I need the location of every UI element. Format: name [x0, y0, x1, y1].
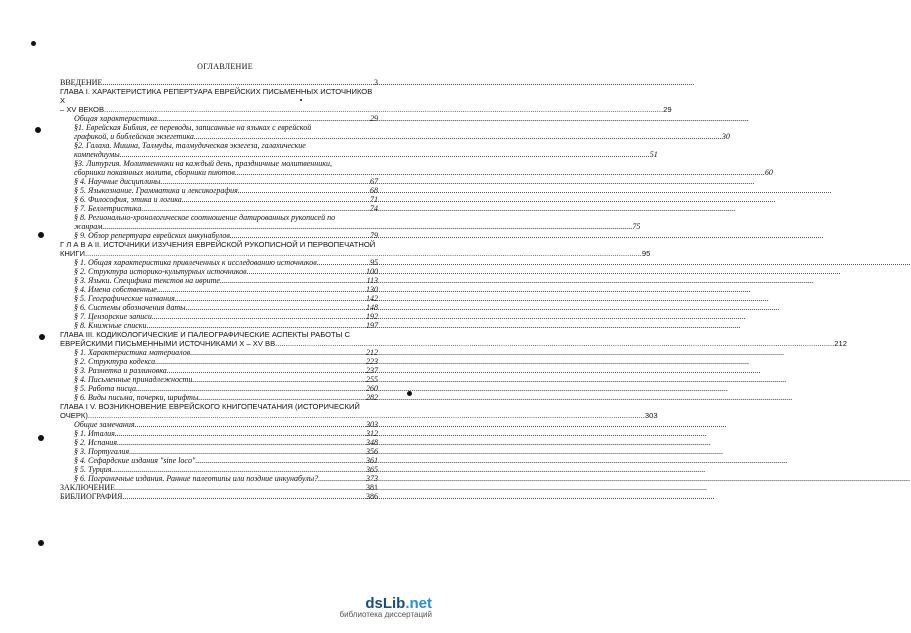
toc-leader: [113, 465, 365, 474]
toc-entry-title: § 6. Философия, этика и логика.: [74, 195, 184, 204]
toc-entry[interactable]: [60, 429, 378, 438]
toc-page-number: 386: [366, 492, 378, 501]
toc-chapter-heading: ГЛАВА I. ХАРАКТЕРИСТИКА РЕПЕРТУАРА ЕВРЕЙСКИХ ПИСЬМЕННЫХ ИСТОЧНИКОВ X: [60, 87, 373, 105]
toc-entry[interactable]: [60, 492, 378, 501]
toc-entry[interactable]: [60, 186, 378, 195]
toc-entry-title: § 6. Системы обозначения даты.: [74, 303, 188, 312]
toc-page-number: 373: [366, 474, 378, 483]
toc-entry[interactable]: [60, 312, 378, 321]
toc-entry[interactable]: [60, 276, 378, 285]
toc-leader: [143, 204, 369, 213]
toc-entry[interactable]: [60, 393, 378, 402]
toc-page-number: 148: [366, 303, 378, 312]
toc-page-number: 237: [366, 366, 378, 375]
toc-page-number: 100: [366, 267, 378, 276]
toc-page-number: 212: [366, 348, 378, 357]
toc-entry[interactable]: [60, 114, 378, 123]
toc-entry-title: компендиумы.: [74, 150, 122, 159]
toc-leader: [115, 429, 365, 438]
toc-page-number: 142: [366, 294, 378, 303]
toc-page-number: 260: [366, 384, 378, 393]
toc-leader: [194, 132, 722, 141]
toc-entry[interactable]: [60, 483, 378, 492]
toc-page-number: 212: [834, 339, 847, 348]
toc-leader: [162, 177, 369, 186]
toc-entry-title: § 1. Общая характеристика привлеченных к исследованию источников.: [74, 258, 319, 267]
toc-entry-title: § 5. Работа писца: [74, 384, 137, 393]
toc-leader: [135, 420, 365, 429]
toc-page-number: 356: [366, 447, 378, 456]
toc-entry[interactable]: [60, 249, 651, 258]
toc-entry-title: § 7. Беллетристика.: [74, 204, 144, 213]
toc-page-number: 79: [370, 231, 378, 240]
toc-entry[interactable]: [60, 321, 378, 330]
toc-entry-title: графикой, и библейская экзегетика: [74, 132, 194, 141]
toc-entry[interactable]: [60, 132, 730, 141]
toc-leader: [192, 348, 365, 357]
toc-leader: [85, 249, 642, 258]
toc-section-heading: §1. Еврейская Библия, ее переводы, записанные на языках с еврейской: [74, 123, 312, 132]
toc-leader: [318, 474, 365, 483]
toc-leader: [106, 105, 663, 114]
toc-page-number: 113: [366, 276, 378, 285]
toc-entry-title: § 1. Характеристика материалов.: [74, 348, 193, 357]
toc-entry-title: § 4. Имена собственные.: [74, 285, 159, 294]
toc-entry-title: § 2. Испания.: [74, 438, 120, 447]
watermark: [340, 595, 432, 619]
toc-leader: [249, 267, 365, 276]
toc-page-number: 282: [366, 393, 378, 402]
toc-entry[interactable]: [60, 438, 378, 447]
toc-entry[interactable]: [60, 420, 378, 429]
toc-leader: [122, 150, 650, 159]
toc-page-number: 67: [370, 177, 378, 186]
toc-entry-title: § 4. Научные дисциплины.: [74, 177, 163, 186]
toc-entry[interactable]: [60, 348, 378, 357]
watermark-subtitle: библиотека диссертаций: [339, 610, 432, 619]
toc-entry[interactable]: [60, 78, 378, 87]
toc-entry-title: § 6. Виды письма, почерки, шрифты.: [74, 393, 201, 402]
toc-chapter-heading: ГЛАВА III. КОДИКОЛОГИЧЕСКИЕ И ПАЛЕОГРАФИЧЕСКИЕ АСПЕКТЫ РАБОТЫ С: [60, 330, 351, 339]
toc-page-number: 29: [370, 114, 378, 123]
toc-leader: [157, 357, 365, 366]
toc-leader: [119, 438, 365, 447]
toc-page-number: 381: [366, 483, 378, 492]
watermark-logo[interactable]: dsLib.net: [365, 595, 432, 612]
toc-leader: [115, 483, 365, 492]
toc-leader: [240, 186, 369, 195]
toc-page-number: 95: [370, 258, 378, 267]
scan-mark: [38, 540, 44, 546]
scan-mark: [38, 232, 44, 238]
toc-entry-title: ОЧЕРК): [60, 411, 88, 420]
toc-page-number: 255: [366, 375, 378, 384]
toc-entry[interactable]: [60, 357, 378, 366]
toc-page-number: 192: [366, 312, 378, 321]
toc-page-number: 74: [370, 204, 378, 213]
toc-page-number: 303: [366, 420, 378, 429]
toc-leader: [237, 168, 765, 177]
toc-entry[interactable]: [60, 150, 658, 159]
toc-entry[interactable]: [60, 105, 672, 114]
scan-mark: [35, 127, 41, 133]
table-of-contents: [60, 78, 847, 501]
toc-page-number: 303: [644, 411, 658, 420]
toc-page-number: 130: [366, 285, 378, 294]
toc-leader: [177, 294, 365, 303]
toc-page-number: 75: [632, 222, 641, 231]
scan-mark: [300, 99, 302, 101]
toc-leader: [149, 321, 365, 330]
toc-page-number: 365: [366, 465, 378, 474]
toc-entry-title: § 2. Структура историко-культурных источников.: [74, 267, 249, 276]
toc-entry-title: § 3. Разметка и разлиновка.: [74, 366, 169, 375]
toc-chapter-heading: Г Л А В А II. ИСТОЧНИКИ ИЗУЧЕНИЯ ЕВРЕЙСКОЙ РУКОПИСНОЙ И ПЕРВОПЕЧАТНОЙ: [60, 240, 376, 249]
scan-mark: [407, 391, 412, 396]
toc-section-heading: § 8. Регионально-хронологическое соотношение датированных рукописей по: [74, 213, 336, 222]
toc-leader: [200, 393, 365, 402]
toc-page-number: 197: [366, 321, 378, 330]
toc-leader: [88, 411, 645, 420]
toc-page-number: 30: [721, 132, 730, 141]
toc-entry[interactable]: [60, 474, 378, 483]
toc-leader: [194, 375, 365, 384]
toc-entry-title: § 5. Географические названия.: [74, 294, 177, 303]
toc-entry-title: § 7. Цензорские записи.: [74, 312, 154, 321]
toc-entry-title: § 9. Обзор репертуара еврейских инкунабулов.: [74, 231, 232, 240]
toc-entry-title: сборники покаянных молитв, сборники пиютов.: [74, 168, 237, 177]
toc-entry-title: ЕВРЕЙСКИМИ ПИСЬМЕННЫМИ ИСТОЧНИКАМИ X – XV ВВ.: [60, 339, 278, 348]
toc-leader: [136, 384, 365, 393]
toc-entry[interactable]: [60, 231, 378, 240]
toc-page-number: 60: [764, 168, 773, 177]
toc-entry-title: § 5. Языкознание. Грамматика и лексикография.: [74, 186, 240, 195]
toc-entry[interactable]: [60, 384, 378, 393]
toc-entry-title: § 3. Португалия.: [74, 447, 132, 456]
toc-page-number: 71: [370, 195, 378, 204]
toc-entry[interactable]: [60, 177, 378, 186]
toc-entry[interactable]: [60, 294, 378, 303]
toc-page-number: 51: [649, 150, 658, 159]
toc-entry[interactable]: [60, 195, 378, 204]
toc-page-number: 29: [663, 105, 672, 114]
toc-entry-title: § 3. Языки. Специфика текстов на иврите.: [74, 276, 222, 285]
toc-entry-title: ВВЕДЕНИЕ: [60, 78, 103, 87]
toc-leader: [157, 114, 369, 123]
toc-entry-title: § 5. Турция.: [74, 465, 114, 474]
toc-entry-title: § 8. Книжные списки.: [74, 321, 149, 330]
toc-leader: [277, 339, 834, 348]
toc-entry-title: КНИГИ: [60, 249, 85, 258]
toc-entry[interactable]: [60, 222, 641, 231]
toc-entry[interactable]: [60, 375, 378, 384]
toc-entry-title: – XV ВЕКОВ.: [60, 105, 107, 114]
toc-entry-title: § 6. Пограничные издания. Ранние палеотипы или поздние инкунабулы?: [74, 474, 319, 483]
scan-mark: [31, 41, 36, 46]
scan-mark: [38, 435, 44, 441]
toc-page-number: 68: [370, 186, 378, 195]
toc-entry[interactable]: [60, 267, 378, 276]
toc-entry[interactable]: [60, 258, 378, 267]
toc-entry-title: § 2. Структура кодекса.: [74, 357, 158, 366]
toc-entry[interactable]: [60, 168, 773, 177]
toc-leader: [154, 312, 365, 321]
toc-entry[interactable]: [60, 366, 378, 375]
toc-entry-title: § 4. Сефардские издания "sine loco": [74, 456, 196, 465]
toc-leader: [131, 447, 365, 456]
toc-chapter-heading: ГЛАВА I V. ВОЗНИКНОВЕНИЕ ЕВРЕЙСКОГО КНИГОПЕЧАТАНИЯ (ИСТОРИЧЕСКИЙ: [60, 402, 360, 411]
toc-entry[interactable]: [60, 285, 378, 294]
toc-leader: [169, 366, 365, 375]
toc-page-number: 95: [641, 249, 651, 258]
toc-entry-title: жанрам.: [74, 222, 105, 231]
toc-entry-title: Общие замечания: [74, 420, 135, 429]
toc-entry-title: § 4. Письменные принадлежности.: [74, 375, 195, 384]
toc-entry[interactable]: [60, 447, 378, 456]
toc-section-heading: §2. Галаха. Мишна, Талмуды, талмудическая экзегеза, галахические: [74, 141, 306, 150]
toc-leader: [184, 195, 369, 204]
toc-entry[interactable]: [60, 411, 658, 420]
toc-page-number: 348: [366, 438, 378, 447]
toc-page-number: 312: [366, 429, 378, 438]
toc-entry[interactable]: [60, 339, 847, 348]
page-title: ОГЛАВЛЕНИЕ: [197, 62, 253, 71]
toc-leader: [104, 222, 632, 231]
toc-entry-title: БИБЛИОГРАФИЯ: [60, 492, 123, 501]
toc-entry[interactable]: [60, 303, 378, 312]
toc-section-heading: §3. Литургия. Молитвенники на каждый день, праздничные молитвенники,: [74, 159, 332, 168]
toc-leader: [195, 456, 365, 465]
toc-leader: [159, 285, 365, 294]
toc-entry[interactable]: [60, 465, 378, 474]
scan-mark: [39, 334, 45, 340]
toc-page-number: 223: [366, 357, 378, 366]
toc-entry-title: § 1. Италия: [74, 429, 115, 438]
toc-entry[interactable]: [60, 204, 378, 213]
toc-entry[interactable]: [60, 456, 378, 465]
toc-entry-title: Общая характеристика: [74, 114, 158, 123]
toc-leader: [232, 231, 369, 240]
toc-leader: [102, 78, 373, 87]
toc-leader: [222, 276, 366, 285]
toc-page-number: 3: [374, 78, 378, 87]
toc-leader: [319, 258, 369, 267]
toc-page-number: 361: [366, 456, 378, 465]
toc-leader: [123, 492, 365, 501]
toc-entry-title: ЗАКЛЮЧЕНИЕ: [60, 483, 115, 492]
toc-leader: [188, 303, 365, 312]
